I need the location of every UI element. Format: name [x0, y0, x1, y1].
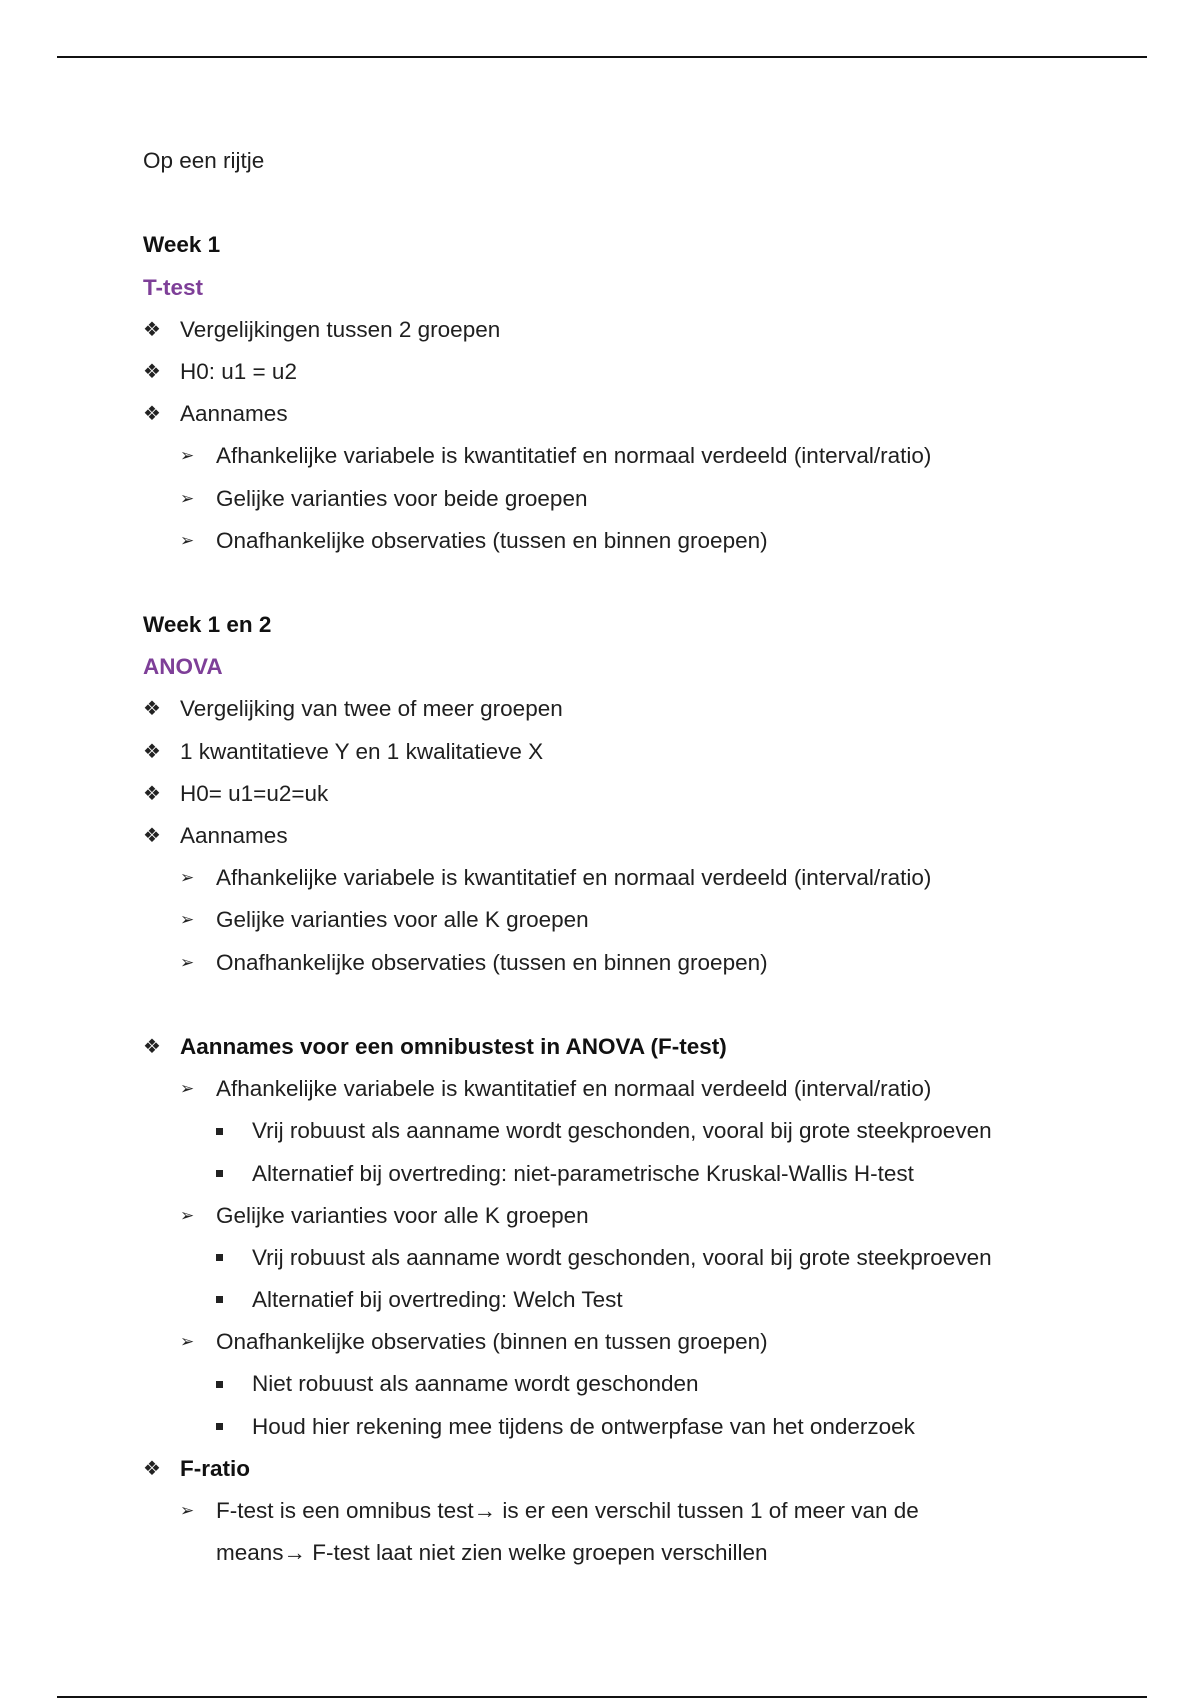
arrow-bullet-icon: ➢	[180, 1332, 195, 1352]
list-item: ❖ Vergelijking van twee of meer groepen	[143, 688, 1083, 730]
diamond-bullet-icon: ❖	[143, 360, 161, 383]
square-bullet-icon	[216, 1153, 223, 1195]
square-bullet-icon	[216, 1279, 223, 1321]
list-item: ➢ Afhankelijke variabele is kwantitatief en normaal verdeeld (interval/ratio)	[143, 857, 1083, 899]
list-item: ❖ 1 kwantitatieve Y en 1 kwalitatieve X	[143, 731, 1083, 773]
square-bullet-icon	[216, 1237, 223, 1279]
list-item: Vrij robuust als aanname wordt geschonden, vooral bij grote steekproeven	[143, 1237, 1083, 1279]
list-item: ❖ H0= u1=u2=uk	[143, 773, 1083, 815]
list-item: ➢ Onafhankelijke observaties (binnen en tussen groepen)	[143, 1321, 1083, 1363]
list-item: ➢ Gelijke varianties voor alle K groepen	[143, 899, 1083, 941]
list-item: ➢ Onafhankelijke observaties (tussen en binnen groepen)	[143, 520, 1083, 562]
arrow-bullet-icon: ➢	[180, 530, 195, 550]
list-item-continuation: means→ F-test laat niet zien welke groepen verschillen	[216, 1540, 768, 1566]
list-item: Niet robuust als aanname wordt geschonden	[143, 1363, 1083, 1405]
square-bullet-icon	[216, 1110, 223, 1152]
list-item: ❖ H0: u1 = u2	[143, 351, 1083, 393]
list-item: ❖ Aannames	[143, 815, 1083, 857]
list-item: ➢ Afhankelijke variabele is kwantitatief en normaal verdeeld (interval/ratio)	[143, 435, 1083, 477]
arrow-bullet-icon: ➢	[180, 488, 195, 508]
square-bullet-icon	[216, 1363, 223, 1405]
intro-text: Op een rijtje	[143, 148, 265, 173]
list-item: ➢ Gelijke varianties voor alle K groepen	[143, 1195, 1083, 1237]
square-bullet-icon	[216, 1406, 223, 1448]
ttest-heading: T-test	[143, 274, 204, 300]
omnibus-heading: ❖ Aannames voor een omnibustest in ANOVA (F-test)	[143, 1026, 1083, 1068]
list-item: Vrij robuust als aanname wordt geschonden, vooral bij grote steekproeven	[143, 1110, 1083, 1152]
week12-heading: Week 1 en 2	[143, 612, 272, 638]
bottom-rule	[57, 1696, 1147, 1698]
arrow-bullet-icon: ➢	[180, 868, 195, 888]
diamond-bullet-icon: ❖	[143, 318, 161, 341]
week1-heading: Week 1	[143, 232, 221, 258]
diamond-bullet-icon: ❖	[143, 403, 161, 426]
list-item: ➢ Afhankelijke variabele is kwantitatief en normaal verdeeld (interval/ratio)	[143, 1068, 1083, 1110]
arrow-bullet-icon: ➢	[180, 910, 195, 930]
diamond-bullet-icon: ❖	[143, 782, 161, 805]
list-item: Alternatief bij overtreding: niet-parametrische Kruskal-Wallis H-test	[143, 1153, 1083, 1195]
arrow-bullet-icon: ➢	[180, 1205, 195, 1225]
arrow-bullet-icon: ➢	[180, 1079, 195, 1099]
list-item: ➢ Gelijke varianties voor beide groepen	[143, 478, 1083, 520]
arrow-bullet-icon: ➢	[180, 952, 195, 972]
list-item: ➢ Onafhankelijke observaties (tussen en binnen groepen)	[143, 942, 1083, 984]
list-item: Alternatief bij overtreding: Welch Test	[143, 1279, 1083, 1321]
diamond-bullet-icon: ❖	[143, 825, 161, 847]
list-item: ❖ Vergelijkingen tussen 2 groepen	[143, 309, 1083, 351]
anova-heading: ANOVA	[143, 654, 223, 680]
diamond-bullet-icon: ❖	[143, 740, 161, 763]
document-body	[143, 140, 1083, 1574]
diamond-bullet-icon: ❖	[143, 698, 161, 721]
list-item: ❖ Aannames	[143, 393, 1083, 435]
diamond-bullet-icon: ❖	[143, 1035, 161, 1058]
diamond-bullet-icon: ❖	[143, 1457, 161, 1480]
top-rule	[57, 56, 1147, 58]
arrow-bullet-icon: ➢	[180, 1501, 195, 1520]
fratio-heading: ❖ F-ratio	[143, 1448, 1083, 1490]
list-item: ➢ F-test is een omnibus test→ is er een verschil tussen 1 of meer van de	[143, 1490, 1083, 1532]
arrow-bullet-icon: ➢	[180, 446, 195, 466]
list-item: Houd hier rekening mee tijdens de ontwerpfase van het onderzoek	[143, 1406, 1083, 1448]
